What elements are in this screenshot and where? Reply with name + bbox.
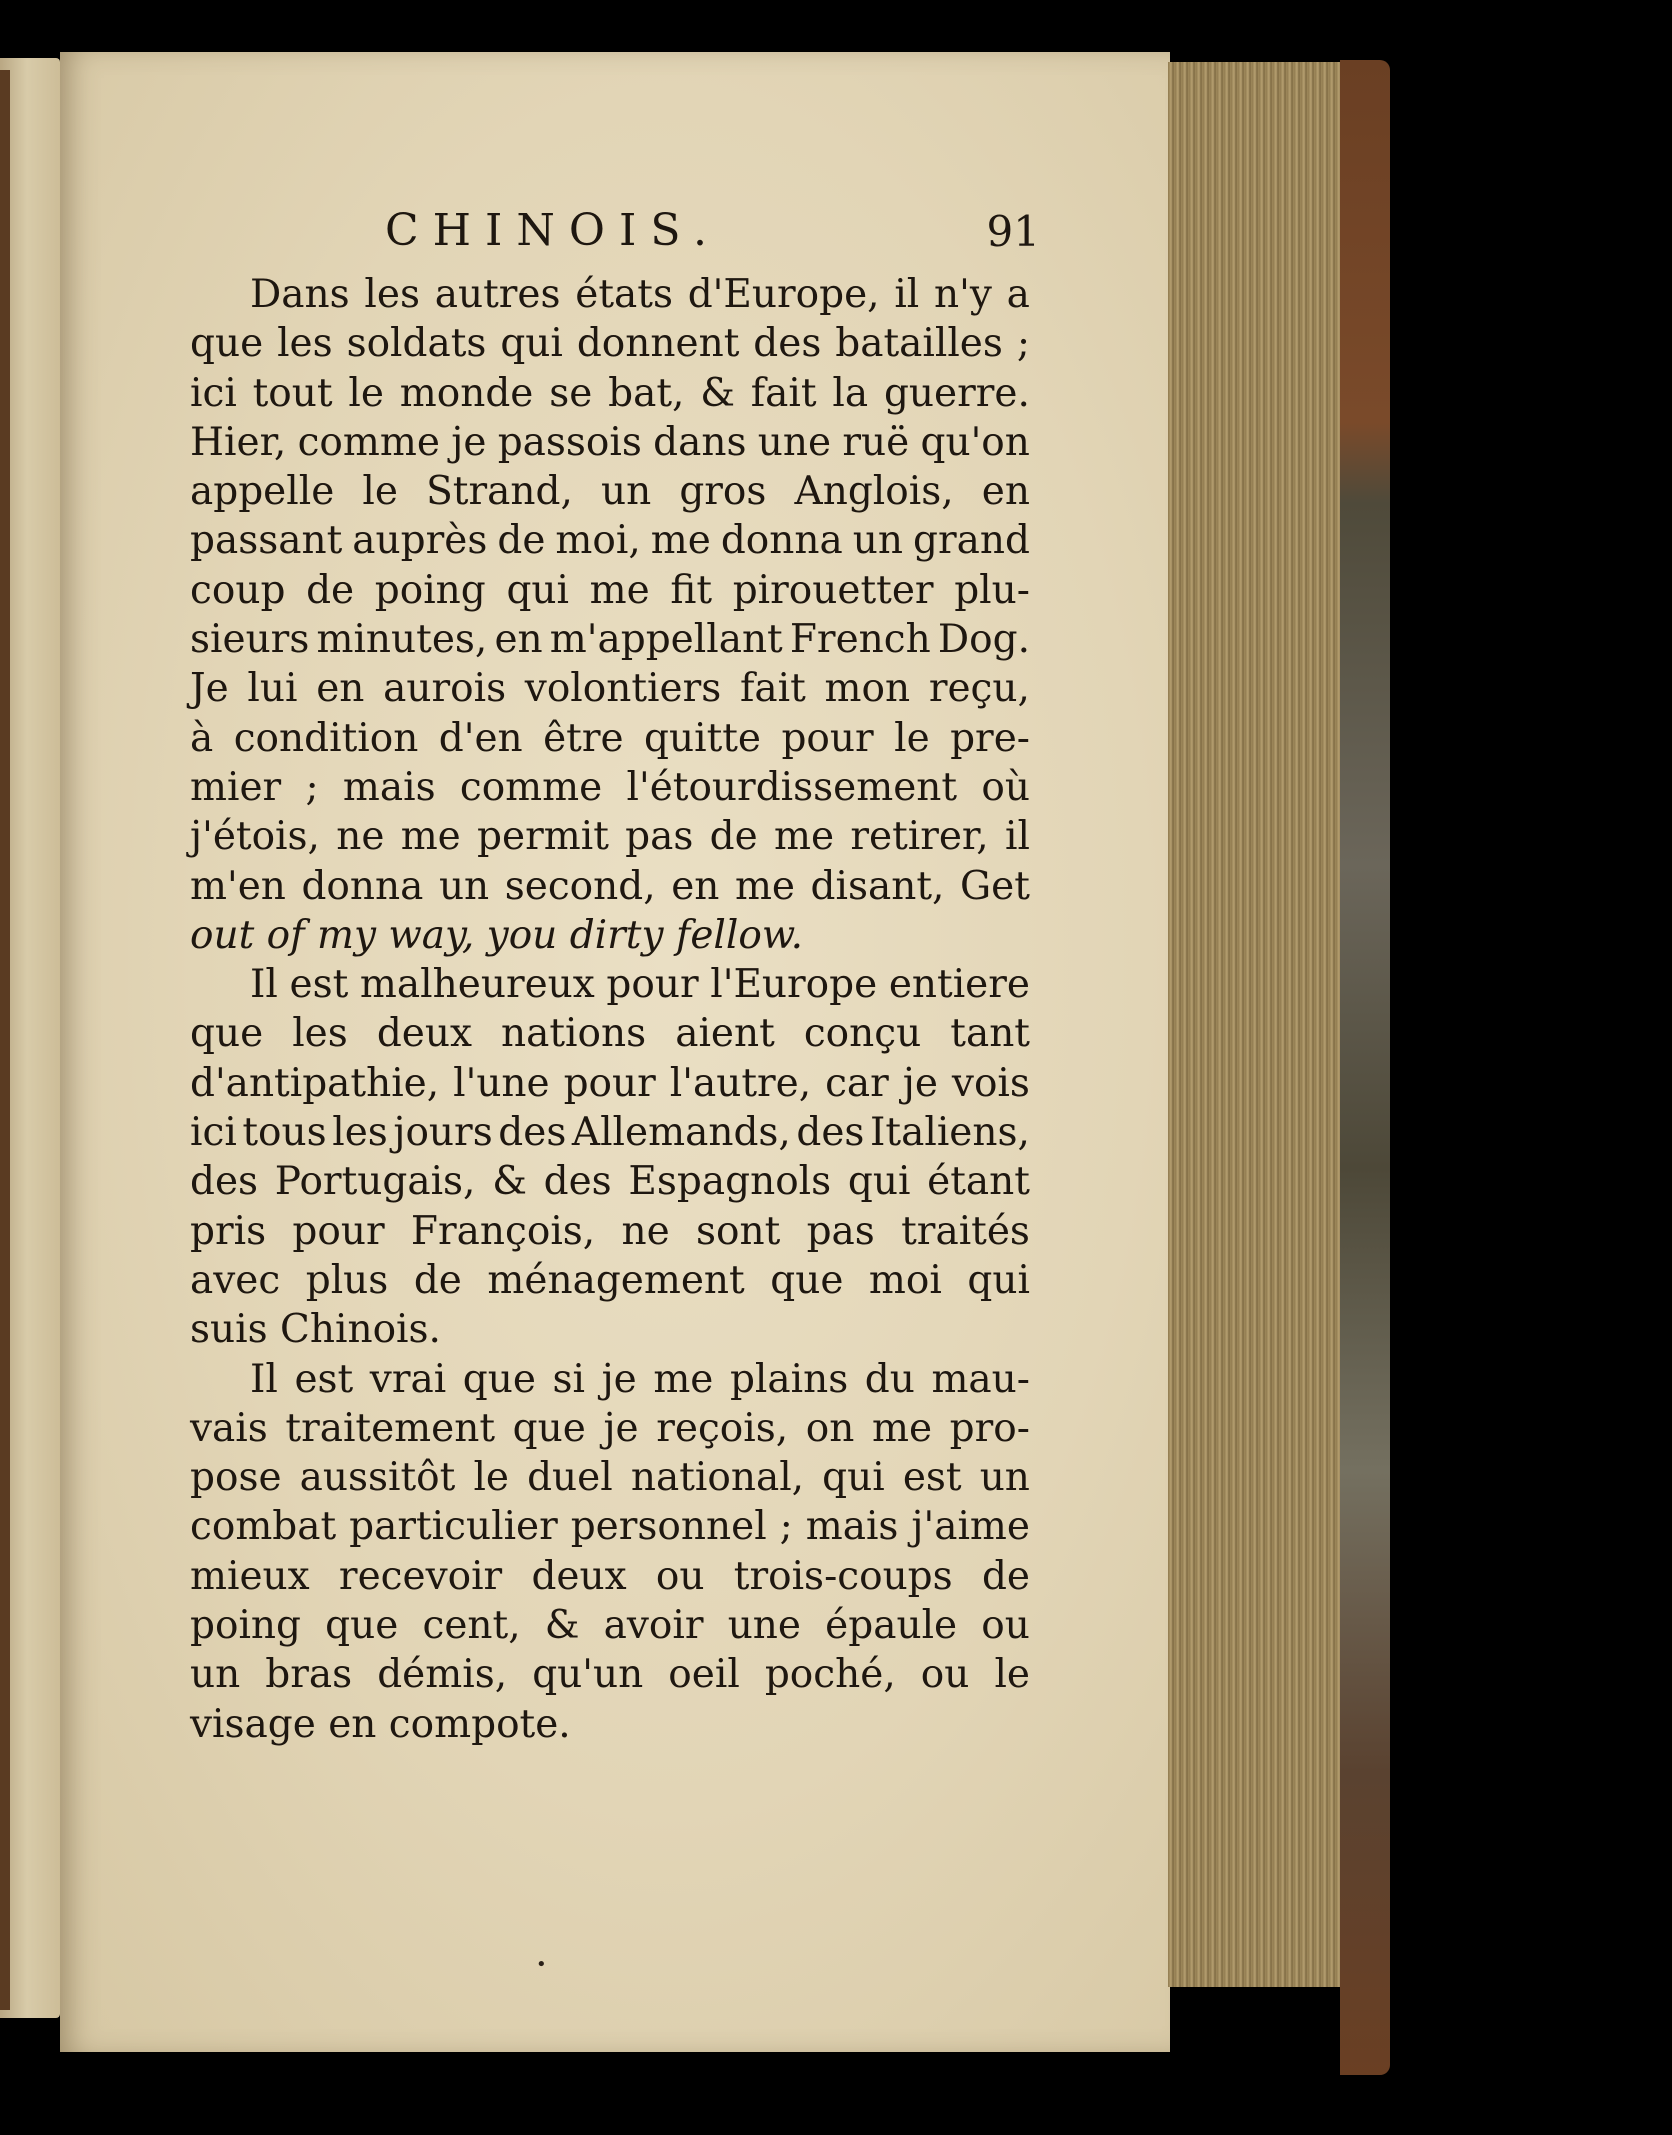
- text-line: sieurs minutes, en m'appellant French Dog.: [190, 617, 1030, 663]
- text-line: des Portugais, & des Espagnols qui étant: [190, 1159, 1030, 1205]
- text-line: m'en donna un second, en me disant, Get: [190, 863, 1030, 909]
- text-line: pose aussitôt le duel national, qui est un: [190, 1455, 1030, 1501]
- text-line: passant auprès de moi, me donna un grand: [190, 518, 1030, 564]
- book-cover-board: [1340, 60, 1390, 2075]
- text-line: poing que cent, & avoir une épaule ou: [190, 1603, 1030, 1649]
- page-fore-edge: [1168, 62, 1346, 1987]
- text-line: que les soldats qui donnent des batailles ;: [190, 321, 1030, 367]
- text-line: out of my way, you dirty fellow.: [190, 912, 803, 958]
- text-line: appelle le Strand, un gros Anglois, en: [190, 469, 1030, 515]
- running-head: [385, 205, 1040, 265]
- text-line: Hier, comme je passois dans une ruë qu'on: [190, 419, 1030, 465]
- page-ornament: •: [536, 1954, 547, 1975]
- text-line: mier ; mais comme l'étourdissement où: [190, 764, 1030, 810]
- text-line: avec plus de ménagement que moi qui: [190, 1257, 1030, 1303]
- text-line: vais traitement que je reçois, on me pro-: [190, 1405, 1030, 1451]
- text-line: ici tous les jours des Allemands, des Italiens,: [190, 1110, 1030, 1156]
- page-number: 91: [986, 207, 1040, 256]
- text-line: visage en compote.: [190, 1701, 571, 1747]
- text-line: coup de poing qui me fit pirouetter plu-: [190, 567, 1030, 613]
- text-line: suis Chinois.: [190, 1307, 441, 1353]
- left-binding: [0, 70, 10, 2010]
- text-line: Il est vrai que si je me plains du mau-: [250, 1356, 1030, 1402]
- text-line: d'antipathie, l'une pour l'autre, car je vois: [190, 1060, 1030, 1106]
- text-line: un bras démis, qu'un oeil poché, ou le: [190, 1652, 1030, 1698]
- text-line: pris pour François, ne sont pas traités: [190, 1208, 1030, 1254]
- text-line: combat particulier personnel ; mais j'aime: [190, 1504, 1030, 1550]
- running-head-title: CHINOIS.: [385, 205, 721, 256]
- text-line: Dans les autres états d'Europe, il n'y a: [250, 272, 1030, 317]
- text-line: que les deux nations aient conçu tant: [190, 1011, 1030, 1057]
- text-line: Il est malheureux pour l'Europe entiere: [250, 962, 1030, 1008]
- text-line: mieux recevoir deux ou trois-coups de: [190, 1553, 1030, 1599]
- text-line: Je lui en aurois volontiers fait mon reçu,: [190, 666, 1030, 712]
- text-line: à condition d'en être quitte pour le pre-: [190, 715, 1030, 761]
- text-line: j'étois, ne me permit pas de me retirer, il: [190, 814, 1030, 860]
- text-line: ici tout le monde se bat, & fait la guerre.: [190, 370, 1030, 416]
- page-body: [190, 270, 1030, 1749]
